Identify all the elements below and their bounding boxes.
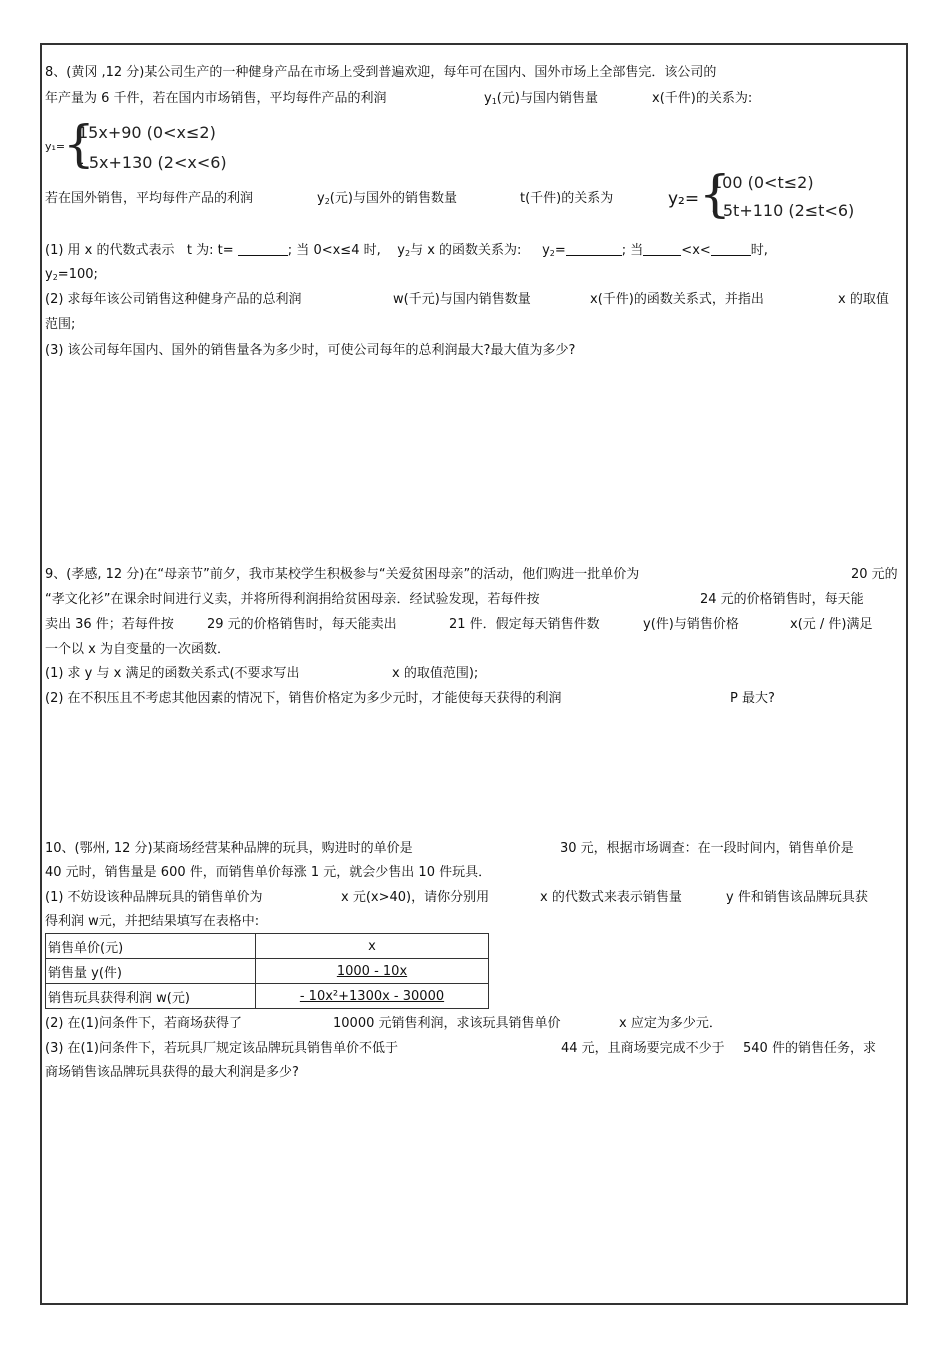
q10-part1e: 得利润 w元，并把结果填写在表格中: [45,914,260,929]
q8-y1-symbol: $y_1$(元)与国内销售量 [484,91,598,106]
sales-volume-expression: 1000 - 10x [336,963,408,979]
table-row-label: 销售玩具获得利润 w(元) [46,984,256,1009]
q8-line2a: 年产量为 6 千件，若在国内市场销售，平均每件产品的利润 [45,91,387,106]
q8-line3d: t(千件)的关系为 [520,191,614,206]
q10-part1b: x 元(x>40)，请你分别用 [341,890,490,905]
q9-line3c: 21 件．假定每天销售件数 [449,617,600,632]
q10-part3c: 540 件的销售任务，求 [743,1041,876,1056]
q8-y2-case1: 100 (0<t≤2) [712,173,814,192]
q9-line3e: x(元 / 件)满足 [790,617,873,632]
q8-y1-label: y₁= [45,140,66,153]
q8-line1: 8、(黄冈 ,12 分)某公司生产的一种健身产品在市场上受到普遍欢迎，每年可在国内、国外市场上全部售完．该公司的 [45,65,717,80]
q8-part2a: (2) 求每年该公司销售这种健身产品的总利润 [45,292,302,307]
q8-y1-case1: 15x+90 (0<x≤2) [78,123,216,142]
q10-part3b: 44 元，且商场要完成不少于 [561,1041,725,1056]
q9-line3a: 卖出 36 件；若每件按 [45,617,174,632]
q9-part1b: x 的取值范围); [392,666,479,681]
q8-y2-label: y₂= [668,189,700,209]
q9-part1a: (1) 求 y 与 x 满足的函数关系式(不要求写出 [45,666,300,681]
q9-line1b: 20 元的 [851,567,898,582]
q9-part2b: P 最大? [730,691,775,706]
table-row-value [256,959,489,984]
table-row-label: 销售量 y(件) [46,959,256,984]
q10-part1a: (1) 不妨设该种品牌玩具的销售单价为 [45,890,263,905]
q8-y1-case2: - 5x+130 (2<x<6) [78,153,227,172]
table-row [46,984,489,1009]
q9-line4: 一个以 x 为自变量的一次函数． [45,642,230,657]
q8-part2c: x(千件)的函数关系式，并指出 [590,292,764,307]
q10-part1c: x 的代数式来表示销售量 [540,890,682,905]
q10-part3a: (3) 在(1)问条件下，若玩具厂规定该品牌玩具销售单价不低于 [45,1041,398,1056]
q8-y2-brace: { [699,165,731,223]
q9-part2a: (2) 在不积压且不考虑其他因素的情况下，销售价格定为多少元时，才能使每天获得的利润 [45,691,562,706]
q10-line1b: 30 元，根据市场调查：在一段时间内，销售单价是 [560,841,854,856]
q10-part2c: x 应定为多少元． [619,1016,722,1031]
q8-part2d: x 的取值 [838,292,889,307]
range-lower-blank[interactable] [643,242,681,256]
y2-answer-blank[interactable] [566,242,622,256]
q10-part2a: (2) 在(1)问条件下，若商场获得了 [45,1016,242,1031]
q9-line2a: “孝文化衫”在课余时间进行义卖，并将所得利润捐给贫困母亲．经试验发现，若每件按 [45,592,540,607]
table-row [46,934,489,959]
t-answer-blank[interactable] [238,242,288,256]
q8-part2e: 范围; [45,317,76,332]
q10-part3d: 商场销售该品牌玩具获得的最大利润是多少? [45,1065,299,1080]
table-row-value: x [256,934,489,959]
range-upper-blank[interactable] [711,242,751,256]
q10-line2: 40 元时，销售量是 600 件，而销售单价每涨 1 元，就会少售出 10 件玩具． [45,865,492,880]
q8-part1-cont: $y_2=100$; [45,267,98,282]
table-row [46,959,489,984]
q10-part1d: y 件和销售该品牌玩具获 [726,890,868,905]
q9-line3b: 29 元的价格销售时，每天能卖出 [207,617,397,632]
profit-expression: - 10x²+1300x - 30000 [299,988,445,1004]
q9-line1a: 9、(孝感, 12 分)在“母亲节”前夕，我市某校学生积极参与“关爱贫困母亲”的活动，他们购进一批单价为 [45,567,640,582]
q8-y2-case2: - 5t+110 (2≤t<6) [712,201,855,220]
q8-part3: (3) 该公司每年国内、国外的销售量各为多少时，可使公司每年的总利润最大?最大值为多少? [45,343,576,358]
q8-line2d: x(千件)的关系为: [652,91,753,106]
table-row-label: 销售单价(元) [46,934,256,959]
q10-line1a: 10、(鄂州, 12 分)某商场经营某种品牌的玩具，购进时的单价是 [45,841,413,856]
q8-y2-symbol: $y_2$(元)与国外的销售数量 [317,191,457,206]
q8-part1: (1) 用 x 的代数式表示 t 为: t= ; 当 0<x≤4 时, $y_2$与 x 的函数关系为: $y_2=$ ; 当 <x< 时, [45,243,768,258]
table-row-value [256,984,489,1009]
q8-part2b: w(千元)与国内销售数量 [393,292,531,307]
q9-line2b: 24 元的价格销售时，每天能 [700,592,864,607]
q10-part2b: 10000 元销售利润，求该玩具销售单价 [333,1016,561,1031]
q9-line3d: y(件)与销售价格 [643,617,739,632]
answer-table [45,933,489,1009]
q8-y1-brace: { [63,115,95,173]
q8-line3a: 若在国外销售，平均每件产品的利润 [45,191,254,206]
